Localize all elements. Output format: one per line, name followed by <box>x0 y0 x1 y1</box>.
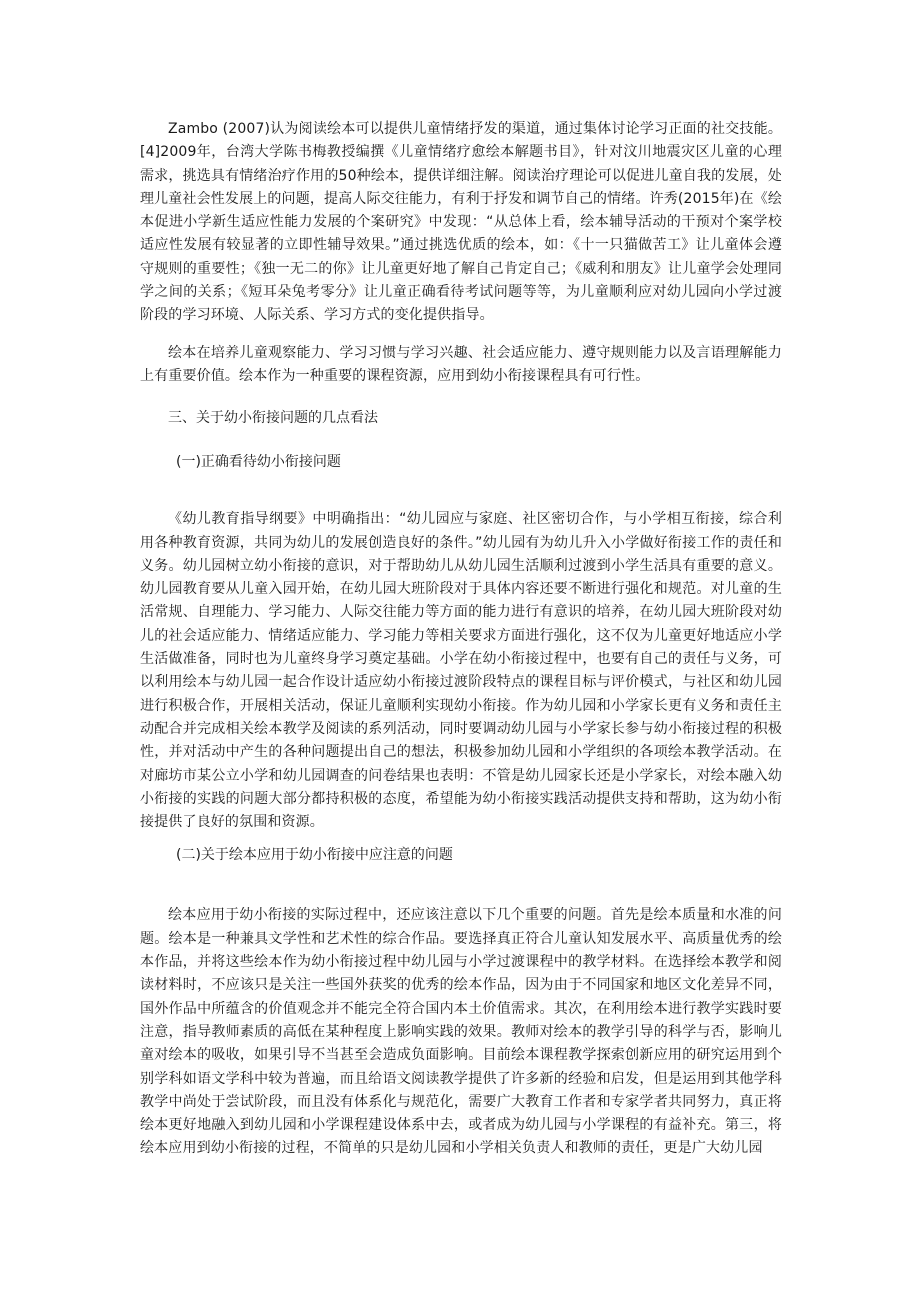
body-paragraph-1: Zambo (2007)认为阅读绘本可以提供儿童情绪抒发的渠道，通过集体讨论学习正面的社交技能。 [4]2009年，台湾大学陈书梅教授编撰《儿童情绪疗愈绘本解题书目》，针对汶川地震灾区儿童的心理需求，挑选具有情绪治疗作用的50种绘本，提供详细注解。阅读治疗理论可以促进儿童自我的发展，处理儿童社会性发展上的问题，提高人际交往能力，有利于抒发和调节自己的情绪。许秀(2015年)在《绘本促进小学新生适应性能力发展的个案研究》中发现：“从总体上看，绘本辅导活动的干预对个案学校适应性发展有较显著的立即性辅导效果。”通过挑选优质的绘本，如：《十一只猫做苦工》让儿童体会遵守规则的重要性；《独一无二的你》让儿童更好地了解自己肯定自己；《威利和朋友》让儿童学会处理同学之间的关系；《短耳朵兔考零分》让儿童正确看待考试问题等等，为儿童顺利应对幼儿园向小学过渡阶段的学习环境、人际关系、学习方式的变化提供指导。 <box>140 121 782 324</box>
body-paragraph-4: 绘本应用于幼小衔接的实际过程中，还应该注意以下几个重要的问题。首先是绘本质量和水准的问题。绘本是一种兼具文学性和艺术性的综合作品。要选择真正符合儿童认知发展水平、高质量优秀的绘本作品，并将这些绘本作为幼小衔接过程中幼儿园与小学过渡课程中的教学材料。在选择绘本教学和阅读材料时，不应该只是关注一些国外获奖的优秀的绘本作品，因为由于不同国家和地区文化差异不同，国外作品中所蕴含的价值观念并不能完全符合国内本土价值需求。其次，在利用绘本进行教学实践时要注意，指导教师素质的高低在某种程度上影响实践的效果。教师对绘本的教学引导的科学与否，影响儿童对绘本的吸收，如果引导不当甚至会造成负面影响。目前绘本课程教学探索创新应用的研究运用到个别学科如语文学科中较为普遍，而且给语文阅读教学提供了许多新的经验和启发，但是运用到其他学科教学中尚处于尝试阶段，而且没有体系化与规范化，需要广大教育工作者和专家学者共同努力，真正将绘本更好地融入到幼儿园和小学课程建设体系中去，或者成为幼儿园与小学课程的有益补充。第三，将绘本应用到幼小衔接的过程，不简单的只是幼儿园和小学相关负责人和教师的责任，更是广大幼儿园 <box>140 907 782 1157</box>
subheading-2: (二)关于绘本应用于幼小衔接中应注意的问题 <box>176 847 453 864</box>
section-heading: 三、关于幼小衔接问题的几点看法 <box>168 410 378 427</box>
subheading-1: (一)正确看待幼小衔接问题 <box>176 454 341 471</box>
document-page <box>140 118 782 1161</box>
body-paragraph-2: 绘本在培养儿童观察能力、学习习惯与学习兴趣、社会适应能力、遵守规则能力以及言语理解能力上有重要价值。绘本作为一种重要的课程资源，应用到幼小衔接课程具有可行性。 <box>140 344 782 384</box>
body-paragraph-3: 《幼儿教育指导纲要》中明确指出：“幼儿园应与家庭、社区密切合作，与小学相互衔接，综合利用各种教育资源，共同为幼儿的发展创造良好的条件。”幼儿园有为幼儿升入小学做好衔接工作的责任和义务。幼儿园树立幼小衔接的意识，对于帮助幼儿从幼儿园生活顺利过渡到小学生活具有重要的意义。幼儿园教育要从儿童入园开始，在幼儿园大班阶段对于具体内容还要不断进行强化和规范。对儿童的生活常规、自理能力、学习能力、人际交往能力等方面的能力进行有意识的培养，在幼儿园大班阶段对幼儿的社会适应能力、情绪适应能力、学习能力等相关要求方面进行强化，这不仅为儿童更好地适应小学生活做准备，同时也为儿童终身学习奠定基础。小学在幼小衔接过程中，也要有自己的责任与义务，可以利用绘本与幼儿园一起合作设计适应幼小衔接过渡阶段特点的课程目标与评价模式，与社区和幼儿园进行积极合作，开展相关活动，保证儿童顺利实现幼小衔接。作为幼儿园和小学家长更有义务和责任主动配合并完成相关绘本教学及阅读的系列活动，同时要调动幼儿园与小学家长参与幼小衔接过程的积极性，并对活动中产生的各种问题提出自己的想法，积极参加幼儿园和小学组织的各项绘本教学活动。在对廊坊市某公立小学和幼儿园调查的问卷结果也表明：不管是幼儿园家长还是小学家长，对绘本融入幼小衔接的实践的问题大部分都持积极的态度，希望能为幼小衔接实践活动提供支持和帮助，这为幼小衔接提供了良好的氛围和资源。 <box>140 511 782 831</box>
